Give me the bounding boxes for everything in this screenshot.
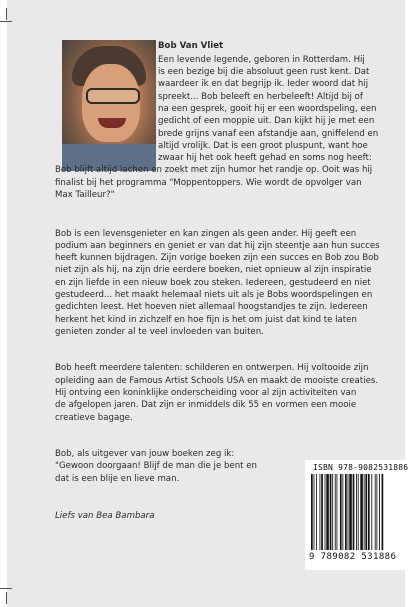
crop-mark <box>6 592 7 604</box>
para2-line-0: Bob is een levensgenieter en kan zingen als geen ander. Hij geeft een <box>55 229 357 239</box>
barcode-bar <box>314 474 315 550</box>
signature: Liefs van Bea Bambara <box>55 511 155 521</box>
barcode-bar <box>364 474 365 550</box>
barcode-bar <box>330 474 332 550</box>
barcode-bar <box>360 474 363 550</box>
barcode-bar <box>342 474 343 550</box>
barcode-bar <box>368 474 370 550</box>
intro-line-8: zwaar hij het ook heeft gehad en soms nog heeft: <box>158 153 372 163</box>
barcode-bar <box>375 474 376 550</box>
para2-line-4: en zijn liefde in een nieuw boek zou steken. Iedereen, gestudeerd en niet <box>55 278 371 288</box>
barcode-bar <box>379 474 380 550</box>
para3-line-3: de afgelopen jaren. Dat zijn er inmiddels dik 55 en vormen een mooie <box>55 400 357 410</box>
intro-line-5: gedicht of een moppie uit. Dan kijkt hij je met een <box>158 116 375 126</box>
intro-line-10: finalist bij het programma "Moppentoppers. Wie wordt de opvolger van <box>55 178 362 188</box>
barcode-bar <box>365 474 367 550</box>
intro-line-11: Max Tailleur?" <box>55 190 115 200</box>
barcode-bar <box>337 474 338 550</box>
barcode-bar <box>376 474 377 550</box>
crop-mark <box>6 8 7 20</box>
barcode-bar <box>349 474 352 550</box>
para4-line-1: "Gewoon doorgaan! Blijf de man die je bent en <box>55 461 257 471</box>
barcode-bar <box>332 474 333 550</box>
barcode-bar <box>320 474 321 550</box>
barcode-bar <box>348 474 349 550</box>
isbn-barcode <box>305 460 409 570</box>
barcode-bar <box>345 474 347 550</box>
barcode-bar <box>340 474 342 550</box>
photo-glasses <box>86 88 140 104</box>
barcode-digits: 9 789082 531886 <box>309 552 397 562</box>
intro-line-7: altijd vrolijk. Dat is een groot pluspunt, want hoe <box>158 141 368 151</box>
barcode-bar <box>353 474 355 550</box>
barcode-bar <box>356 474 357 550</box>
author-name: Bob Van Vliet <box>158 41 224 51</box>
author-photo <box>62 40 156 171</box>
intro-line-6: brede grijns vanaf een afstandje aan, gniffelend en <box>158 129 379 139</box>
isbn-label: ISBN 978-9082531886 <box>313 463 409 472</box>
para2-line-3: niet zijn als hij, na zijn drie eerdere boeken, niet opnieuw al zijn inspiratie <box>55 265 372 275</box>
intro-line-2: waardeer ik en dat begrijp ik. Ieder woord dat hij <box>158 79 369 89</box>
para3-line-2: Hij ontving een koninklijke onderscheiding voor al zijn activiteiten van <box>55 388 357 398</box>
barcode-bar <box>326 474 329 550</box>
intro-line-9: Bob blijft altijd lachen en zoekt met zijn humor het randje op. Ooit was hij <box>55 165 373 175</box>
barcode-bar <box>335 474 336 550</box>
barcode-bar <box>358 474 359 550</box>
para3-line-0: Bob heeft meerdere talenten: schilderen en ontwerpen. Hij voltooide zijn <box>55 363 369 373</box>
barcode-bar <box>325 474 326 550</box>
para4-line-2: dat is een blije en lieve man. <box>55 474 180 484</box>
crop-mark <box>0 21 12 22</box>
intro-line-4: na een gesprek, gooit hij er een woordspeling, een <box>158 104 377 114</box>
para2-line-7: herkent het kind in zichzelf en hoe fijn is het om juist dat kind te laten <box>55 315 357 325</box>
para3-line-1: opleiding aan de Famous Artist Schools USA en maakt de mooiste creaties. <box>55 376 379 386</box>
crop-mark <box>0 588 12 589</box>
para2-line-8: genieten zonder al te veel invloeden van buiten. <box>55 327 264 337</box>
para4-line-0: Bob, als uitgever van jouw boeken zeg ik: <box>55 449 235 459</box>
barcode-bar <box>382 474 384 550</box>
para2-line-1: podium aan beginners en geniet er van dat hij zijn steentje aan hun succes <box>55 241 380 251</box>
barcode-bar <box>321 474 323 550</box>
para2-line-2: heeft kunnen bijdragen. Zijn vorige boeken zijn een succes en Bob zou Bob <box>55 253 379 263</box>
para2-line-6: gedichten leest. Het hoeven niet allemaal hoogstandjes te zijn. Iedereen <box>55 302 368 312</box>
barcode-bars <box>311 474 403 550</box>
barcode-bar <box>371 474 372 550</box>
barcode-bar <box>316 474 317 550</box>
para3-line-4: creatieve bagage. <box>55 413 133 423</box>
barcode-bar <box>311 474 313 550</box>
intro-line-0: Een levende legende, geboren in Rotterdam. Hij <box>158 55 365 65</box>
para2-line-5: gestudeerd... het maakt helemaal niets uit als je Bobs woordspelingen en <box>55 290 373 300</box>
intro-line-1: is een bezige bij die absoluut geen rust kent. Dat <box>158 67 370 77</box>
intro-line-3: spreekt... Bob beleeft en herbeleeft! Altijd bij of <box>158 92 363 102</box>
back-cover <box>7 0 409 607</box>
